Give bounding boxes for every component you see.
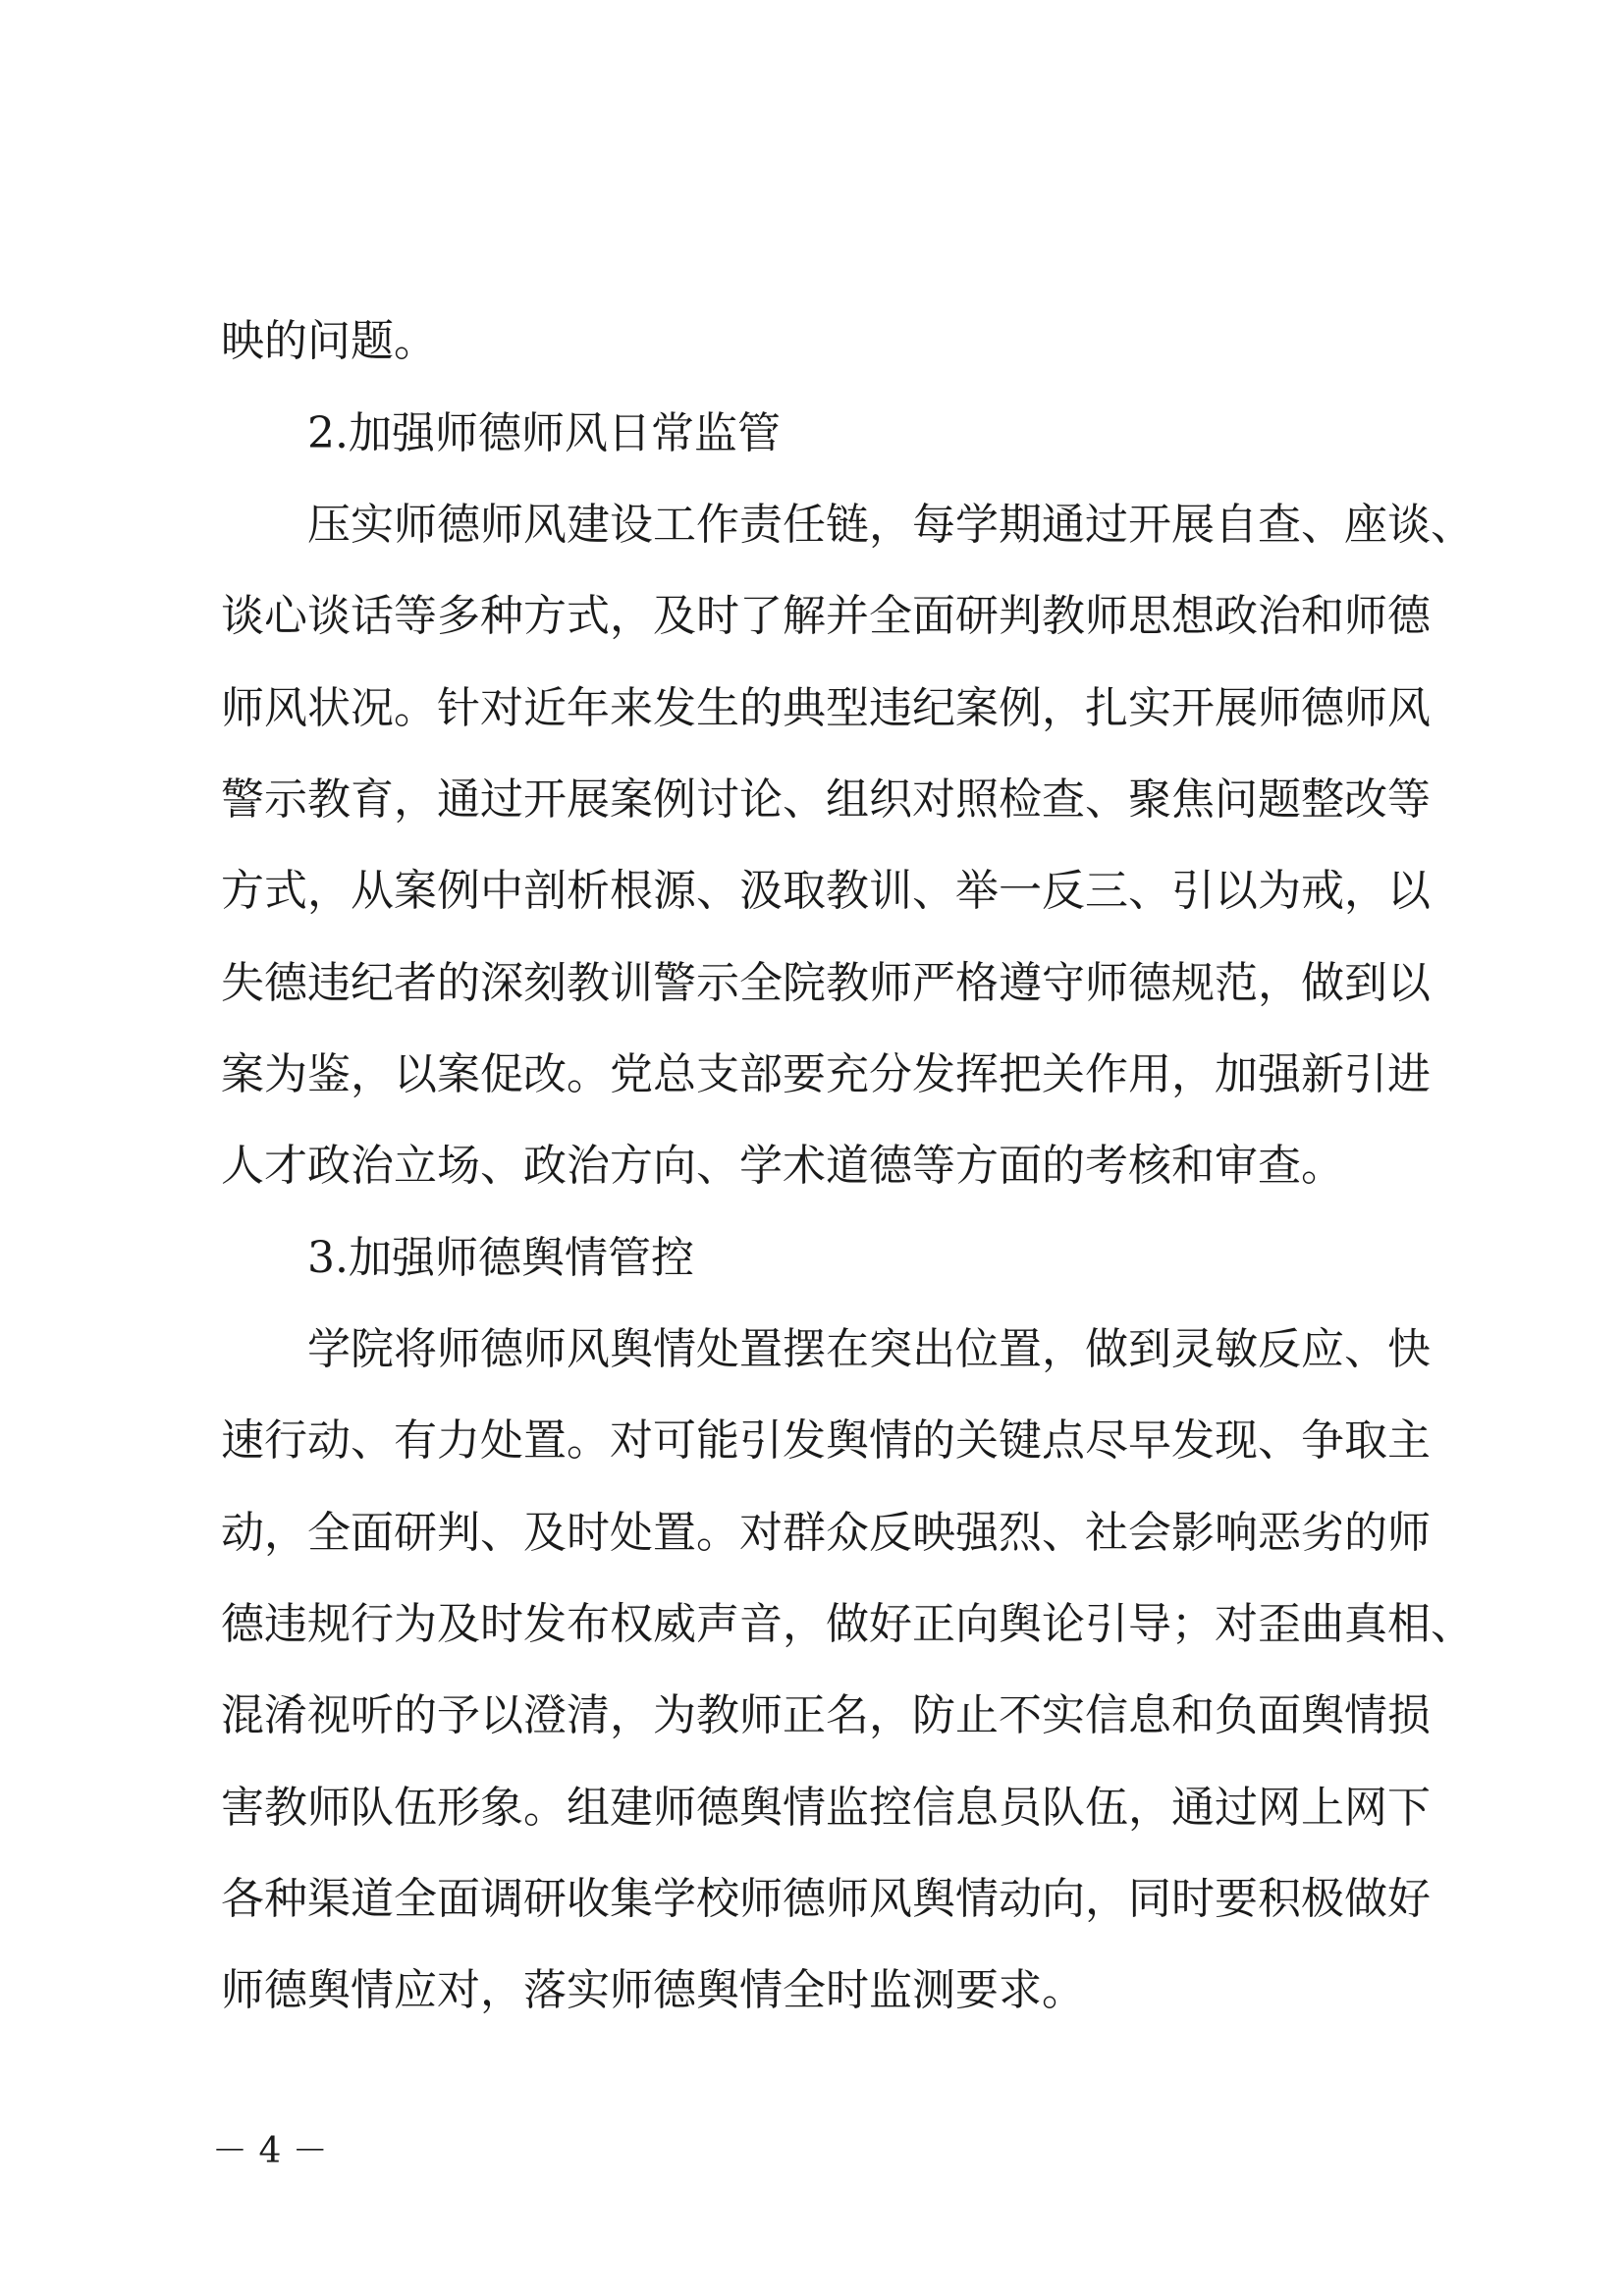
paragraph-line: 各种渠道全面调研收集学校师德师风舆情动向，同时要积极做好 bbox=[221, 1874, 1431, 1924]
paragraph-line: 警示教育，通过开展案例讨论、组织对照检查、聚焦问题整改等 bbox=[221, 774, 1431, 825]
section-heading-3: 3.加强师德舆情管控 bbox=[307, 1233, 694, 1283]
paragraph-line: 失德违纪者的深刻教训警示全院教师严格遵守师德规范，做到以 bbox=[221, 958, 1431, 1008]
paragraph-line: 映的问题。 bbox=[221, 316, 437, 366]
paragraph-line: 师德舆情应对，落实师德舆情全时监测要求。 bbox=[221, 1965, 1085, 2015]
paragraph-line: 学院将师德师风舆情处置摆在突出位置，做到灵敏反应、快 bbox=[307, 1324, 1431, 1374]
paragraph-line: 人才政治立场、政治方向、学术道德等方面的考核和审查。 bbox=[221, 1141, 1344, 1191]
paragraph-line: 谈心谈话等多种方式，及时了解并全面研判教师思想政治和师德 bbox=[221, 591, 1431, 641]
paragraph-line: 害教师队伍形象。组建师德舆情监控信息员队伍，通过网上网下 bbox=[221, 1783, 1431, 1833]
paragraph-line: 动，全面研判、及时处置。对群众反映强烈、社会影响恶劣的师 bbox=[221, 1508, 1431, 1558]
paragraph-line: 方式，从案例中剖析根源、汲取教训、举一反三、引以为戒，以 bbox=[221, 866, 1431, 916]
paragraph-line: 混淆视听的予以澄清，为教师正名，防止不实信息和负面舆情损 bbox=[221, 1690, 1431, 1740]
page-number: － 4 － bbox=[212, 2131, 328, 2171]
paragraph-line: 压实师德师风建设工作责任链，每学期通过开展自查、座谈、 bbox=[307, 500, 1474, 550]
paragraph-line: 德违规行为及时发布权威声音，做好正向舆论引导；对歪曲真相、 bbox=[221, 1599, 1474, 1649]
section-heading-2: 2.加强师德师风日常监管 bbox=[307, 408, 781, 458]
paragraph-line: 速行动、有力处置。对可能引发舆情的关键点尽早发现、争取主 bbox=[221, 1415, 1431, 1466]
paragraph-line: 案为鉴，以案促改。党总支部要充分发挥把关作用，加强新引进 bbox=[221, 1049, 1431, 1099]
paragraph-line: 师风状况。针对近年来发生的典型违纪案例，扎实开展师德师风 bbox=[221, 683, 1431, 733]
